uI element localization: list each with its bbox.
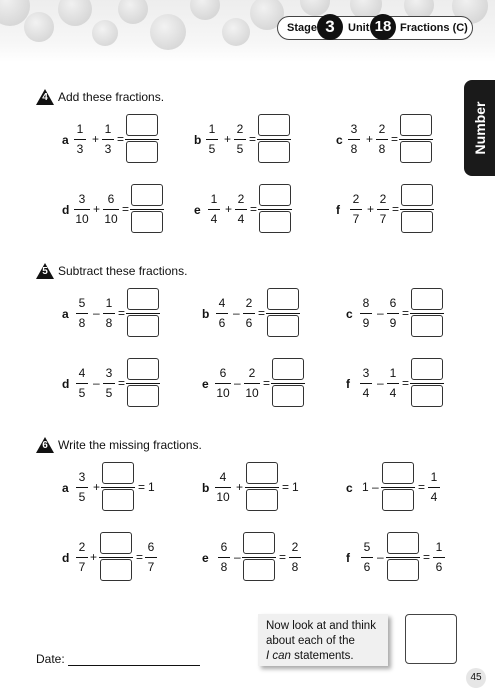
answer-box[interactable] [127,288,159,338]
question-number-badge: 6 [36,437,54,453]
equals-sign: = [118,306,126,320]
operator: – [93,376,100,390]
operator: + [93,202,101,216]
item-letter: a [62,133,69,147]
stage-number: 3 [317,14,343,40]
note-line: Now look at and think [266,620,376,632]
operator: – [372,480,379,494]
equals-sign: = [122,202,130,216]
equals-sign: = [138,480,146,494]
date-input-line[interactable] [68,665,200,666]
operator: – [377,306,384,320]
answer-box[interactable] [258,114,290,164]
equals-sign: = [117,132,125,146]
answer-box[interactable] [243,532,275,582]
operator: + [92,132,100,146]
question-number-badge: 4 [36,89,54,105]
operator: – [233,306,240,320]
answer-box[interactable] [411,358,443,408]
operator: + [367,202,375,216]
result-value: 1 [292,480,299,494]
decorative-bubble [58,0,92,26]
answer-box[interactable] [400,114,432,164]
section-instruction: Write the missing fractions. [58,438,202,452]
operator: + [236,480,244,494]
unit-title: Fractions (C) [400,22,468,34]
section-4-heading [36,89,164,105]
equals-sign: = [136,550,144,564]
answer-box[interactable] [411,288,443,338]
item-letter: d [62,203,70,217]
equals-sign: = [418,480,426,494]
decorative-bubble [190,0,220,20]
answer-box[interactable] [272,358,304,408]
answer-box[interactable] [102,462,134,512]
item-letter: b [202,481,210,495]
item-letter: d [62,551,70,565]
answer-box[interactable] [401,184,433,234]
answer-box[interactable] [382,462,414,512]
note-line: I can statements. [266,650,354,662]
whole-number: 1 [362,480,369,494]
answer-box[interactable] [126,114,158,164]
unit-number: 18 [370,14,396,40]
item-letter: c [346,481,353,495]
equals-sign: = [279,550,287,564]
result-value: 1 [148,480,155,494]
item-letter: a [62,481,69,495]
item-letter: f [346,551,350,565]
equals-sign: = [392,202,400,216]
header-banner [0,0,495,62]
item-letter: b [194,133,202,147]
equals-sign: = [402,306,410,320]
item-letter: e [194,203,201,217]
item-letter: c [346,307,353,321]
answer-box[interactable] [246,462,278,512]
answer-box[interactable] [267,288,299,338]
self-assessment-box[interactable] [405,614,457,664]
section-instruction: Add these fractions. [58,90,165,104]
operator: + [225,202,233,216]
equals-sign: = [249,132,257,146]
note-line: about each of the [266,635,355,647]
equals-sign: = [282,480,290,494]
page-number: 45 [466,668,486,688]
operator: – [377,550,384,564]
equals-sign: = [118,376,126,390]
side-tab-label: Number [472,101,488,155]
stage-unit-pill [277,16,473,40]
equals-sign: = [402,376,410,390]
section-instruction: Subtract these fractions. [58,264,188,278]
equals-sign: = [391,132,399,146]
decorative-bubble [92,20,118,46]
answer-box[interactable] [259,184,291,234]
stage-label: Stage [287,22,317,34]
item-letter: b [202,307,210,321]
operator: + [90,550,98,564]
decorative-bubble [24,12,54,42]
item-letter: a [62,307,69,321]
section-5-heading [36,263,187,279]
question-number-badge: 5 [36,263,54,279]
operator: + [366,132,374,146]
equals-sign: = [263,376,271,390]
operator: + [224,132,232,146]
operator: – [93,306,100,320]
unit-label: Unit [348,22,370,34]
section-6-heading [36,437,202,453]
side-tab [464,80,495,176]
item-letter: c [336,133,343,147]
decorative-bubble [150,14,186,50]
equals-sign: = [258,306,266,320]
date-label: Date: [36,652,65,666]
operator: – [377,376,384,390]
equals-sign: = [250,202,258,216]
operator: – [234,376,241,390]
decorative-bubble [118,0,148,24]
equals-sign: = [423,550,431,564]
item-letter: f [336,203,340,217]
answer-box[interactable] [127,358,159,408]
answer-box[interactable] [100,532,132,582]
item-letter: d [62,377,70,391]
item-letter: e [202,551,209,565]
operator: + [93,480,101,494]
answer-box[interactable] [131,184,163,234]
reflection-note [258,614,388,666]
operator: – [234,550,241,564]
item-letter: e [202,377,209,391]
item-letter: f [346,377,350,391]
decorative-bubble [222,18,250,46]
answer-box[interactable] [387,532,419,582]
